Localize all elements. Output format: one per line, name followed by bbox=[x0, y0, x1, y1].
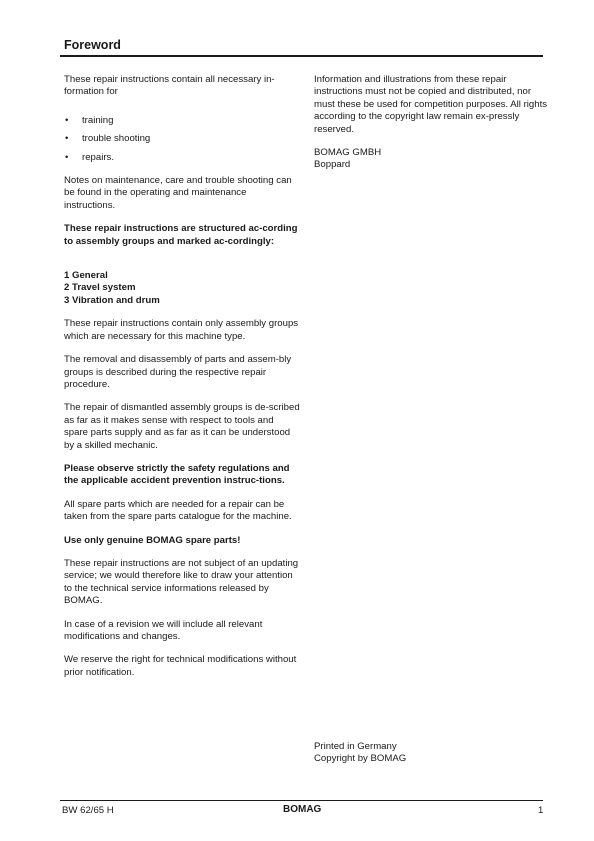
page-title: Foreword bbox=[64, 38, 121, 52]
assembly-group-item: 1 General bbox=[64, 270, 108, 282]
header-divider bbox=[60, 55, 543, 57]
list-item: • trouble shooting bbox=[65, 133, 151, 145]
safety-paragraph: Please observe strictly the safety regulations and the applicable accident prevention instruc-tions. bbox=[64, 462, 290, 487]
revision-paragraph: In case of a revision we will include all relevant modifications and changes. bbox=[64, 618, 263, 642]
list-item: • training bbox=[65, 114, 114, 126]
left-column bbox=[64, 74, 300, 690]
assembly-group-item: 3 Vibration and drum bbox=[64, 294, 160, 306]
intro-paragraph: These repair instructions contain all necessary in-formation for bbox=[64, 74, 275, 98]
purpose-list bbox=[64, 115, 300, 164]
page-number: 1 bbox=[538, 805, 544, 816]
spare-parts-paragraph: All spare parts which are needed for a repair can be taken from the spare parts catalogue for the machine. bbox=[64, 498, 292, 523]
machine-type-paragraph: These repair instructions contain only assembly groups which are necessary for this machine type. bbox=[64, 318, 299, 342]
bullet-icon: • bbox=[65, 114, 69, 126]
repair-paragraph: The repair of dismantled assembly groups is de-scribed as far as it makes sense with respect to tools and spare parts supply and as far as it can be understood by a skilled mechanic. bbox=[64, 402, 300, 451]
removal-paragraph: The removal and disassembly of parts and assem-bly groups is described during the respective repair procedure. bbox=[64, 354, 292, 390]
assembly-groups-list bbox=[64, 270, 300, 307]
right-column bbox=[314, 74, 554, 172]
assembly-group-item: 2 Travel system bbox=[64, 282, 136, 294]
company-city: Boppard bbox=[314, 159, 351, 171]
genuine-parts-paragraph: Use only genuine BOMAG spare parts! bbox=[64, 534, 241, 546]
imprint-block bbox=[314, 741, 406, 766]
company-name: BOMAG GMBH bbox=[314, 147, 382, 159]
bullet-icon: • bbox=[65, 133, 69, 145]
list-item: • repairs. bbox=[65, 151, 114, 163]
copyright-line: Copyright by BOMAG bbox=[314, 753, 407, 765]
bullet-icon: • bbox=[65, 151, 69, 163]
copyright-notice-paragraph: Information and illustrations from these repair instructions must not be copied and distributed, nor must these be used for competition purposes. All rights according to the copyright law remain ex-pressly reserved. bbox=[314, 74, 548, 135]
footer-divider bbox=[60, 800, 543, 801]
reserve-paragraph: We reserve the right for technical modifications without prior notification. bbox=[64, 654, 297, 678]
footer-model: BW 62/65 H bbox=[62, 805, 114, 816]
printed-in: Printed in Germany bbox=[314, 741, 397, 752]
updating-paragraph: These repair instructions are not subject of an updating service; we would therefore like to draw your attention to the technical service informations released by BOMAG. bbox=[64, 557, 299, 607]
footer-brand-logo: BOMAG bbox=[283, 804, 322, 815]
notes-paragraph: Notes on maintenance, care and trouble shooting can be found in the operating and maintenance instructions. bbox=[64, 175, 292, 211]
structure-paragraph: These repair instructions are structured ac-cording to assembly groups and marked ac-cordingly: bbox=[64, 223, 298, 247]
